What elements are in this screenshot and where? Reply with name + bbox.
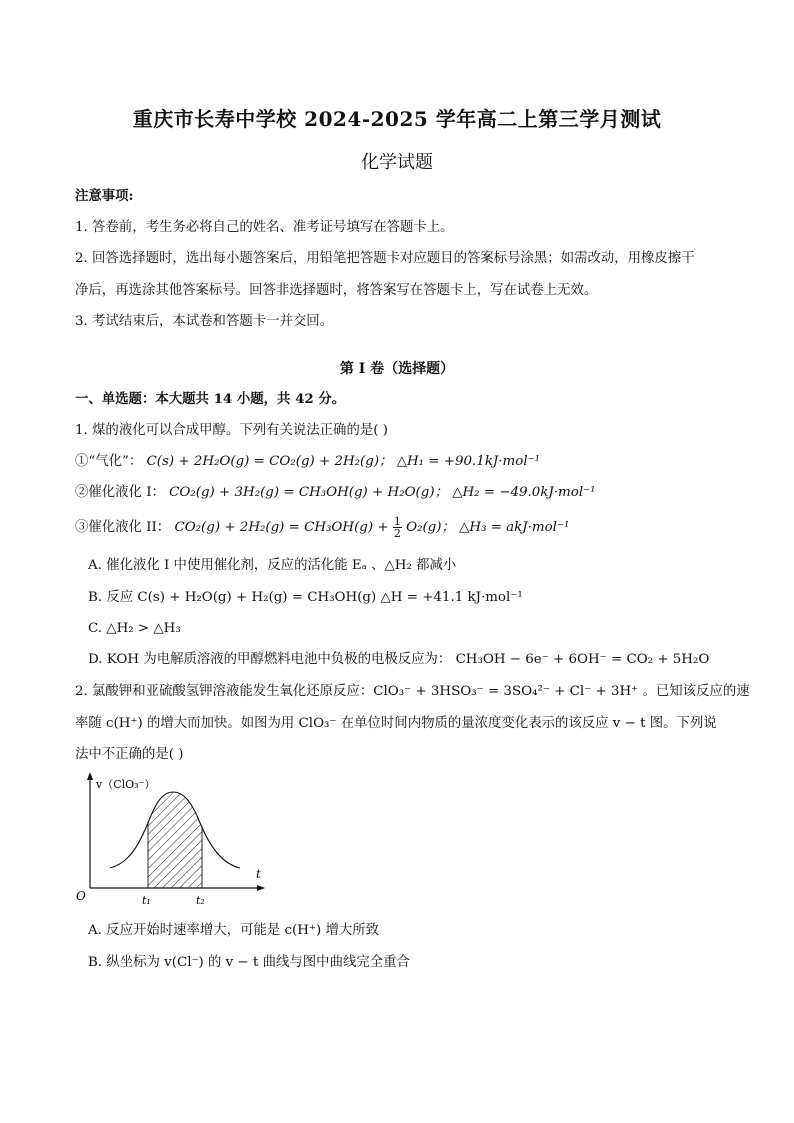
q1-r2-label: ②催化液化 I： xyxy=(75,485,165,500)
q1-option-d: D. KOH 为电解质溶液的甲醇燃料电池中负极的电极反应为： CH₃OH − 6e⁻ + 6OH⁻ = CO₂ + 5H₂O xyxy=(88,652,710,667)
notice-item-1: 1. 答卷前，考生务必将自己的姓名、准考证号填写在答题卡上。 xyxy=(75,220,454,235)
q1-stem: 1. 煤的液化可以合成甲醇。下列有关说法正确的是( ) xyxy=(75,423,388,438)
exam-title: 重庆市长寿中学校 2024-2025 学年高二上第三学月测试 xyxy=(132,107,662,131)
q1-r3-equation-a: CO₂(g) + 2H₂(g) = CH₃OH(g) + xyxy=(174,520,389,535)
q1-r3-fraction xyxy=(393,516,402,539)
q2-stem-line-2: 率随 c(H⁺) 的增大而加快。如图为用 ClO₃⁻ 在单位时间内物质的量浓度变化表示的该反应 v − t 图。下列说 xyxy=(75,716,717,731)
q1-option-a: A. 催化液化 I 中使用催化剂，反应的活化能 Eₐ 、△H₂ 都减小 xyxy=(88,558,457,573)
q2-option-a: A. 反应开始时速率增大，可能是 c(H⁺) 增大所致 xyxy=(88,923,380,938)
q1-reaction-2 xyxy=(75,484,596,502)
shaded-area xyxy=(110,792,240,888)
q1-r1-label: ①“气化”： xyxy=(75,454,143,469)
notice-item-3: 3. 考试结束后，本试卷和答题卡一并交回。 xyxy=(75,314,334,329)
q1-reaction-3 xyxy=(75,514,569,542)
part-heading: 第 I 卷（选择题） xyxy=(339,361,455,377)
exam-subtitle: 化学试题 xyxy=(361,152,433,173)
q1-option-c: C. △H₂ > △H₃ xyxy=(88,621,181,636)
q1-r2-equation: CO₂(g) + 3H₂(g) = CH₃OH(g) + H₂O(g)； △H₂ = −49.0kJ·mol⁻¹ xyxy=(169,485,596,500)
q2-stem-line-1: 2. 氯酸钾和亚硫酸氢钾溶液能发生氧化还原反应：ClO₃⁻ + 3HSO₃⁻ = 3SO₄²⁻ + Cl⁻ + 3H⁺ 。已知该反应的速 xyxy=(75,684,750,699)
q2-vt-graph xyxy=(70,768,280,913)
t2-label: t₂ xyxy=(196,894,205,907)
notice-item-2: 2. 回答选择题时，选出每小题答案后，用铅笔把答题卡对应题目的答案标号涂黑；如需改动，用橡皮擦干 xyxy=(75,251,695,266)
q1-r3-frac-den: 2 xyxy=(393,527,401,540)
notice-heading: 注意事项: xyxy=(75,188,134,204)
x-axis-label: t xyxy=(256,867,261,881)
q2-stem-line-3: 法中不正确的是( ) xyxy=(75,747,184,762)
section-heading: 一、单选题：本大题共 14 小题，共 42 分。 xyxy=(75,391,346,407)
y-axis-arrow xyxy=(87,772,93,780)
q1-option-b: B. 反应 C(s) + H₂O(g) + H₂(g) = CH₃OH(g) △H = +41.1 kJ·mol⁻¹ xyxy=(88,590,523,605)
t1-label: t₁ xyxy=(142,894,151,907)
x-axis-arrow xyxy=(257,885,265,891)
q1-r1-equation: C(s) + 2H₂O(g) = CO₂(g) + 2H₂(g)； △H₁ = +90.1kJ·mol⁻¹ xyxy=(146,454,541,469)
q1-r3-frac-num: 1 xyxy=(393,515,401,528)
notice-item-2-cont: 净后，再选涂其他答案标号。回答非选择题时，将答案写在答题卡上，写在试卷上无效。 xyxy=(75,283,598,298)
y-axis-label: v（ClO₃⁻） xyxy=(96,778,156,791)
q1-reaction-1 xyxy=(75,453,540,471)
origin-label: O xyxy=(76,889,86,903)
q1-r3-label: ③催化液化 II： xyxy=(75,520,171,535)
q2-option-b: B. 纵坐标为 v(Cl⁻) 的 v − t 曲线与图中曲线完全重合 xyxy=(88,955,410,970)
q1-r3-equation-b: O₂(g)； △H₃ = akJ·mol⁻¹ xyxy=(406,520,570,535)
